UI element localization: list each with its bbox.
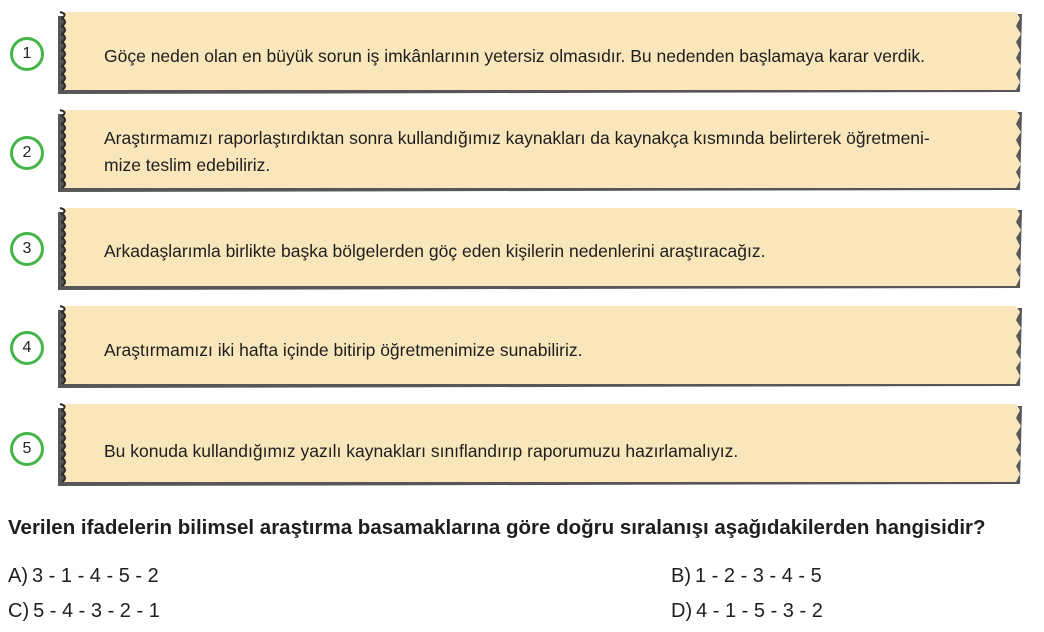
statement-text-1: Göçe neden olan en büyük sorun iş imkânlarının yetersiz olmasıdır. Bu nedenden başlamaya karar verdik.	[104, 46, 926, 66]
statement-text-2	[104, 125, 1024, 179]
option-label: A)	[8, 565, 28, 587]
option-b[interactable]	[671, 565, 822, 588]
option-a[interactable]	[8, 565, 159, 588]
statement-card-4	[8, 304, 1036, 392]
option-text: 5 - 4 - 3 - 2 - 1	[33, 600, 160, 622]
number-badge-5	[10, 432, 44, 466]
badge-number: 5	[22, 440, 32, 457]
badge-number: 1	[22, 45, 32, 62]
number-badge-4	[10, 331, 44, 365]
option-label: C)	[8, 600, 30, 622]
statement-text-2-line1: Araştırmamızı raporlaştırdıktan sonra kullandığımız kaynakları da kaynakça kısmında belirterek öğretmeni-	[104, 128, 930, 148]
statement-card-1	[8, 10, 1036, 98]
question-text: Verilen ifadelerin bilimsel araştırma basamaklarına göre doğru sıralanışı aşağıdakilerden hangisidir?	[8, 516, 986, 539]
option-label: B)	[671, 565, 691, 587]
number-badge-3	[10, 232, 44, 266]
badge-number: 2	[22, 144, 32, 161]
statement-text-5: Bu konuda kullandığımız yazılı kaynakları sınıflandırıp raporumuzu hazırlamalıyız.	[104, 441, 739, 461]
number-badge-2	[10, 136, 44, 170]
badge-number: 4	[22, 339, 32, 356]
statement-text-3: Arkadaşlarımla birlikte başka bölgelerden göç eden kişilerin nedenlerini araştıracağız.	[104, 241, 766, 261]
statement-card-2	[8, 108, 1036, 196]
option-text: 4 - 1 - 5 - 3 - 2	[696, 600, 823, 622]
badge-number: 3	[22, 240, 32, 257]
statement-card-3	[8, 206, 1036, 294]
number-badge-1	[10, 37, 44, 71]
statement-text-2-line2: mize teslim edebiliriz.	[104, 155, 271, 175]
option-d[interactable]	[671, 600, 823, 623]
option-label: D)	[671, 600, 693, 622]
option-text: 1 - 2 - 3 - 4 - 5	[695, 565, 822, 587]
statement-text-4: Araştırmamızı iki hafta içinde bitirip öğretmenimize sunabiliriz.	[104, 340, 583, 360]
option-text: 3 - 1 - 4 - 5 - 2	[32, 565, 159, 587]
option-c[interactable]	[8, 600, 160, 623]
statement-card-5	[8, 402, 1036, 490]
